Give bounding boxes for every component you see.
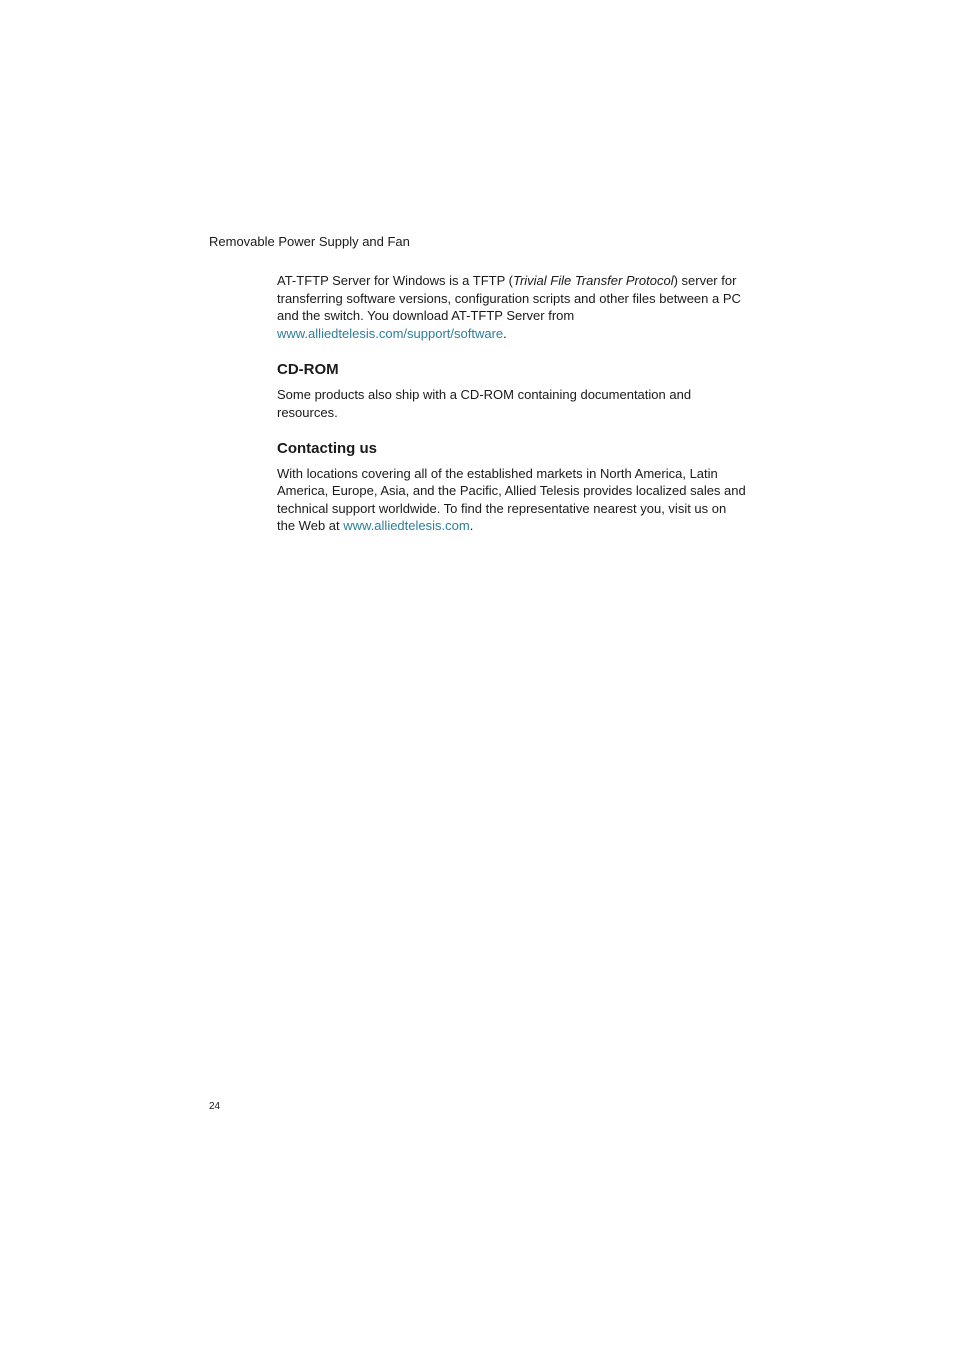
- contact-text-end: .: [469, 518, 474, 534]
- cd-rom-heading: CD-ROM: [277, 361, 339, 379]
- contact-paragraph: [277, 465, 747, 535]
- tftp-text-start: AT-TFTP Server for Windows is a TFTP (: [277, 273, 513, 288]
- contacting-us-heading: Contacting us: [277, 439, 377, 457]
- tftp-text-end: .: [503, 325, 507, 341]
- cd-rom-paragraph: Some products also ship with a CD-ROM containing documentation and resources.: [277, 387, 692, 420]
- page-number: 24: [209, 1101, 221, 1112]
- page-content: [277, 272, 747, 535]
- contact-text: With locations covering all of the established markets in North America, Latin America, Europe, Asia, and the Pacific, Allied Telesis provides localized sales and technical support worldwide. To find the representative nearest you, visit us on the Web at: [277, 465, 746, 534]
- website-link[interactable]: www.alliedtelesis.com: [343, 518, 470, 534]
- tftp-paragraph: [277, 272, 747, 342]
- software-link[interactable]: www.alliedtelesis.com/support/software: [277, 325, 504, 341]
- tftp-text-middle: ) server for transferring software versions, configuration scripts and other files between a PC and the switch. You download AT-TFTP Server from: [277, 273, 741, 324]
- running-header: Removable Power Supply and Fan: [209, 234, 410, 249]
- tftp-term: Trivial File Transfer Protocol: [512, 273, 674, 288]
